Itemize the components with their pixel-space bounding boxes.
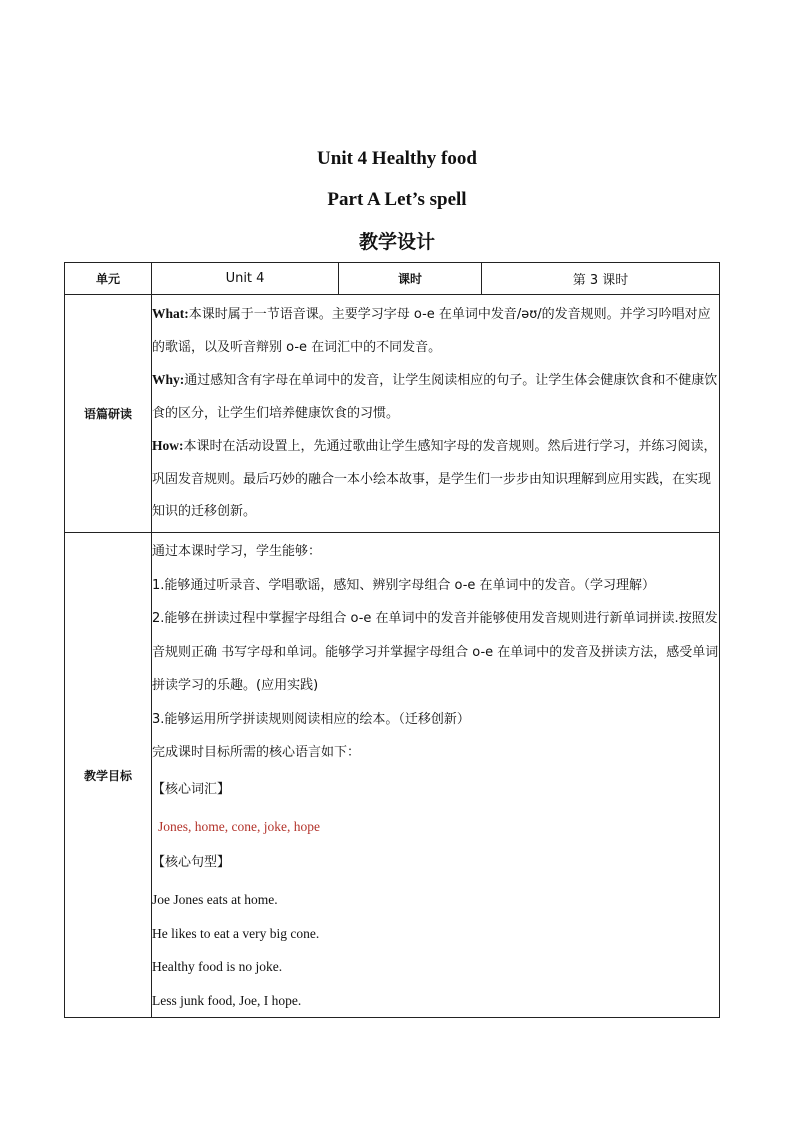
unit-label: 单元 [65, 263, 152, 295]
unit-value: Unit 4 [152, 263, 339, 295]
analysis-content [152, 295, 720, 533]
core-vocabulary: Jones, home, cone, joke, hope [158, 818, 320, 834]
core-sentence-1: Joe Jones eats at home. [152, 892, 278, 907]
goals-intro: 通过本课时学习，学生能够： [152, 544, 322, 559]
what-paragraph [152, 298, 719, 364]
core-sentence-3: Healthy food is no joke. [152, 959, 283, 974]
document-subtitle: Part A Let’s spell [327, 189, 467, 210]
goal-1: 1.能够通过听录音、学唱歌谣，感知、辨别字母组合 o-e 在单词中的发音。（学习理解） [152, 577, 656, 593]
goal-2: 2.能够在拼读过程中掌握字母组合 o-e 在单词中的发音并能够使用发音规则进行新单词拼读.按照发音规则正确 书写字母和单词。能够学习并掌握字母组合 o-e 在单词中的发音及拼读方法，感受单词拼读学习的乐趣。(应用实践) [152, 611, 719, 693]
goal-3: 3.能够运用所学拼读规则阅读相应的绘本。（迁移创新） [152, 711, 470, 727]
why-paragraph [152, 364, 719, 430]
how-key: How: [152, 438, 184, 454]
what-key: What: [152, 306, 189, 322]
document-heading: 教学设计 [358, 231, 435, 253]
goals-label: 教学目标 [65, 533, 152, 1018]
core-sentence-4: Less junk food, Joe, I hope. [152, 992, 302, 1008]
what-text: 本课时属于一节语音课。主要学习字母 o-e 在单词中发音/əʊ/的发音规则。并学习吟唱对应的歌谣，以及听音辩别 o-e 在词汇中的不同发音。 [152, 307, 711, 355]
how-text: 本课时在活动设置上，先通过歌曲让学生感知字母的发音规则。然后进行学习，并练习阅读，巩固发音规则。最后巧妙的融合一本小绘本故事，是学生们一步步由知识理解到应用实践，在实现知识的迁移创新。 [152, 439, 717, 520]
lesson-plan-table [64, 262, 720, 1018]
vocab-heading: 【核心词汇】 [152, 781, 231, 797]
analysis-row [65, 295, 720, 533]
why-key: Why: [152, 372, 185, 388]
goals-content [152, 533, 720, 1018]
core-sentence-2: He likes to eat a very big cone. [152, 925, 320, 941]
sentence-heading: 【核心句型】 [152, 855, 231, 870]
period-label: 课时 [339, 263, 482, 295]
table-header-row [65, 263, 720, 295]
why-text: 通过感知含有字母在单词中的发音，让学生阅读相应的句子。让学生体会健康饮食和不健康饮食的区分，让学生们培养健康饮食的习惯。 [152, 373, 718, 421]
document-title: Unit 4 Healthy food [317, 148, 477, 169]
period-value: 第 3 课时 [482, 263, 720, 295]
goals-row [65, 533, 720, 1018]
analysis-label: 语篇研读 [65, 295, 152, 533]
core-language-intro: 完成课时目标所需的核心语言如下： [152, 745, 361, 760]
how-paragraph [152, 430, 719, 529]
